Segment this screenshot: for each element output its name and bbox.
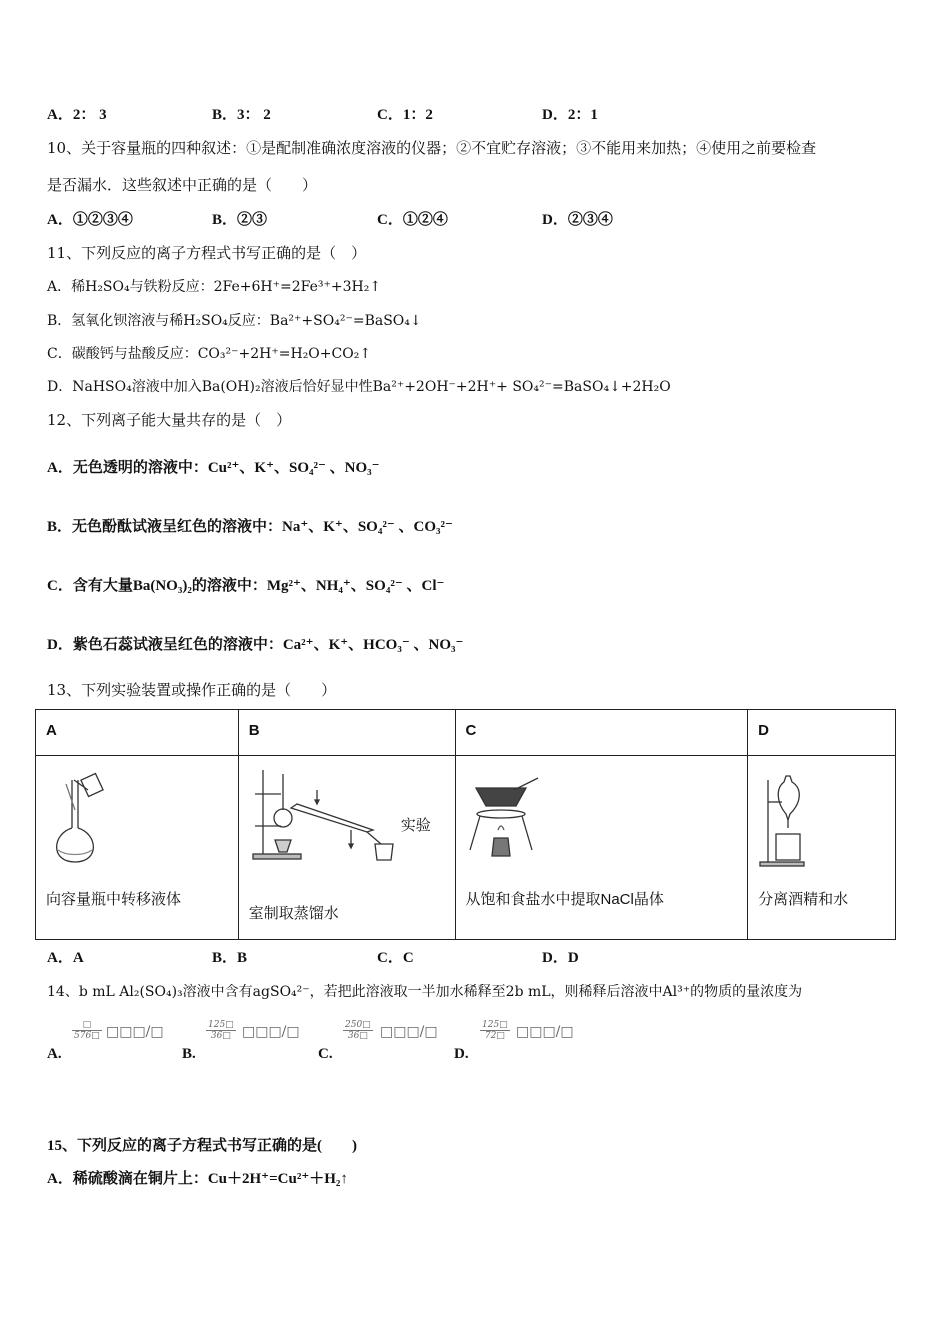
q10-option-b: B．②③ bbox=[212, 212, 268, 228]
q9-option-b: B．3： 2 bbox=[212, 107, 271, 123]
q14-unit-a: □□□/□ bbox=[106, 1024, 164, 1040]
q14-fraction-c: $\frac{250□}{36□}$ bbox=[345, 1020, 371, 1041]
caption-extract-nacl: 从饱和食盐水中提取NaCl晶体 bbox=[465, 891, 664, 908]
q10-option-d: D．②③④ bbox=[542, 212, 613, 228]
q14-fraction-b: $\frac{125□}{36□}$ bbox=[208, 1020, 234, 1041]
q9-option-d: D．2：1 bbox=[542, 107, 598, 123]
q10-stem-line2: 是否漏水．这些叙述中正确的是（ ） bbox=[47, 176, 318, 194]
apparatus-cell-c bbox=[455, 756, 748, 940]
q9-option-c: C．1：2 bbox=[377, 107, 433, 123]
q15-stem: 15、下列反应的离子方程式书写正确的是( ) bbox=[47, 1138, 357, 1154]
q13-option-a: A．A bbox=[47, 950, 84, 966]
table-header-a: A bbox=[36, 710, 239, 756]
extra-label: 实验 bbox=[400, 817, 431, 834]
q11-option-a: A．稀H₂SO₄与铁粉反应：2Fe+6H⁺=2Fe³⁺+3H₂↑ bbox=[47, 279, 382, 295]
q13-stem: 13、下列实验装置或操作正确的是（ ） bbox=[47, 681, 337, 699]
q12-option-a: A．无色透明的溶液中：Cu²⁺、K⁺、SO₄²⁻ 、NO₃⁻ bbox=[47, 460, 380, 476]
volumetric-flask-illustration bbox=[44, 770, 124, 870]
table-header-b: B bbox=[238, 710, 455, 756]
apparatus-cell-a bbox=[36, 756, 239, 940]
q13-option-b: B．B bbox=[212, 950, 248, 966]
q14-unit-b: □□□/□ bbox=[242, 1024, 300, 1040]
caption-distilled-water: 室制取蒸馏水 bbox=[248, 905, 339, 922]
separatory-funnel-illustration bbox=[756, 772, 826, 872]
q10-option-a: A．①②③④ bbox=[47, 212, 133, 228]
q13-option-d: D．D bbox=[542, 950, 579, 966]
q14-fraction-a: □ 576□ bbox=[74, 1020, 100, 1041]
q14-label-c: C. bbox=[318, 1046, 333, 1062]
q14-label-a: A. bbox=[47, 1046, 62, 1062]
q12-option-c: C．含有大量Ba(NO₃)₂的溶液中：Mg²⁺、NH₄⁺、SO₄²⁻ 、Cl⁻ bbox=[47, 578, 445, 594]
table-header-d: D bbox=[748, 710, 896, 756]
q14-label-b: B. bbox=[182, 1046, 196, 1062]
q14-label-d: D. bbox=[454, 1046, 469, 1062]
q12-option-d: D．紫色石蕊试液呈红色的溶液中：Ca²⁺、K⁺、HCO₃⁻ 、NO₃⁻ bbox=[47, 637, 464, 653]
q11-stem: 11、下列反应的离子方程式书写正确的是（ ） bbox=[47, 244, 367, 262]
q11-option-b: B．氢氧化钡溶液与稀H₂SO₄反应：Ba²⁺+SO₄²⁻=BaSO₄↓ bbox=[47, 313, 422, 329]
apparatus-cell-d bbox=[748, 756, 896, 940]
q14-fraction-d: $\frac{125□}{72□}$ bbox=[482, 1020, 508, 1041]
table-header-c: C bbox=[455, 710, 748, 756]
caption-transfer-liquid: 向容量瓶中转移液体 bbox=[46, 891, 182, 908]
q14-unit-d: □□□/□ bbox=[516, 1024, 574, 1040]
q11-option-d: D．NaHSO₄溶液中加入Ba(OH)₂溶液后恰好显中性Ba²⁺+2OH⁻+2H⁺+ SO₄²⁻=BaSO₄↓+2H₂O bbox=[47, 379, 671, 395]
q14-stem: 14、b mL Al₂(SO₄)₃溶液中含有agSO₄²⁻，若把此溶液取一半加水稀释至2b mL，则稀释后溶液中Al³⁺的物质的量浓度为 bbox=[47, 984, 803, 1000]
q11-option-c: C．碳酸钙与盐酸反应：CO₃²⁻+2H⁺=H₂O+CO₂↑ bbox=[47, 346, 372, 362]
evaporation-apparatus-illustration bbox=[464, 776, 544, 876]
caption-separate-alcohol-water: 分离酒精和水 bbox=[758, 891, 849, 908]
q9-option-a: A．2： 3 bbox=[47, 107, 107, 123]
q13-option-c: C．C bbox=[377, 950, 414, 966]
q12-option-b: B．无色酚酞试液呈红色的溶液中：Na⁺、K⁺、SO₄²⁻ 、CO₃²⁻ bbox=[47, 519, 453, 535]
apparatus-cell-b bbox=[238, 756, 455, 940]
q15-option-a: A．稀硫酸滴在铜片上：Cu＋2H⁺=Cu²⁺＋H₂↑ bbox=[47, 1171, 348, 1187]
q14-unit-c: □□□/□ bbox=[380, 1024, 438, 1040]
q13-apparatus-table bbox=[35, 709, 896, 940]
q10-option-c: C．①②④ bbox=[377, 212, 448, 228]
q12-stem: 12、下列离子能大量共存的是（ ） bbox=[47, 411, 292, 429]
q10-stem-line1: 10、关于容量瓶的四种叙述：①是配制准确浓度溶液的仪器；②不宜贮存溶液；③不能用来加热；④使用之前要检查 bbox=[47, 139, 817, 157]
